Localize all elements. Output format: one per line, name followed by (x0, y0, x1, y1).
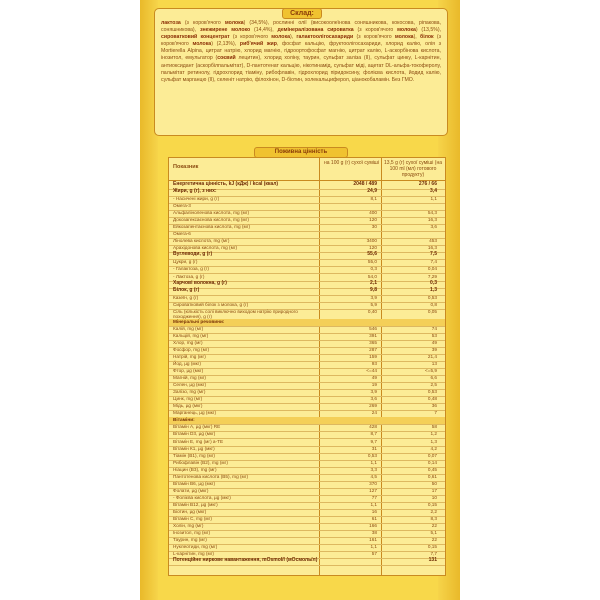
row-label: Арахідонова кислота, mg (мг) (173, 245, 238, 251)
row-label: Йод, µg (мкг) (173, 360, 201, 366)
row-value-per-100g: 30 (371, 224, 377, 230)
row-value-per-100g: 9,8 (370, 286, 377, 293)
row-value-per-100g: 1,1 (370, 459, 377, 465)
row-value-per-100g: 9,7 (370, 438, 377, 444)
row-value-per-serving: 0,3 (430, 279, 437, 286)
row-value-per-serving: 3,4 (430, 188, 437, 194)
composition-allergen: сироватковий концентрат (161, 34, 230, 41)
row-value-per-100g: 5,9 (370, 301, 377, 307)
row-label: Біотин, µg (мкг) (173, 509, 207, 514)
row-value-per-100g: 19 (371, 382, 377, 388)
row-label: Калій, mg (мг) (173, 325, 204, 331)
row-label: Альфаліноленова кислота, mg (мг) (173, 210, 250, 216)
row-label: Вітамін В12, µg (мкг) (173, 501, 218, 507)
composition-fragment: ) (13,5%), (415, 27, 442, 34)
row-value-per-100g: 2048 / 489 (353, 181, 377, 187)
row-value-per-serving: 10 (431, 494, 437, 500)
row-value-per-serving: 7,4 (430, 259, 437, 265)
row-value-per-serving: 2,2 (430, 509, 437, 514)
row-value-per-100g: 120 (369, 245, 377, 251)
row-value-per-100g: 3400 (366, 238, 377, 244)
row-label: Омега-6 (173, 231, 191, 237)
row-value-per-100g: 8,1 (370, 196, 377, 201)
row-label: Лінолева кислота, mg (мг) (173, 238, 230, 244)
row-value-per-100g: 0,3 (370, 266, 377, 272)
composition-fragment: (14,4%), (250, 27, 278, 34)
table-row (169, 558, 445, 566)
row-label: Фолати, µg (мкг) (173, 487, 209, 493)
composition-allergen: соєвий (217, 55, 236, 62)
composition-allergen: молока (397, 27, 416, 34)
row-value-per-serving: 22 (431, 537, 437, 543)
row-value-per-100g: <=44 (366, 368, 377, 373)
row-value-per-serving: 7,29 (427, 273, 437, 279)
row-label: Кальцій, mg (мг) (173, 332, 209, 338)
row-value-per-serving: 0,45 (427, 466, 437, 472)
row-value-per-serving: 49 (431, 339, 437, 345)
row-label: L-карнітин, mg (мг) (173, 551, 214, 557)
row-value-per-serving: 1,3 (430, 438, 437, 444)
row-value-per-100g: 161 (369, 537, 377, 543)
row-value-per-serving: 5,1 (430, 530, 437, 536)
row-value-per-serving: 131 (428, 557, 437, 564)
row-value-per-100g: 49 (371, 375, 377, 381)
composition-title: Склад: (282, 8, 322, 19)
row-value-per-serving: 0,15 (427, 544, 437, 550)
row-label: Вітамін А, µg (мкг) RE (173, 424, 221, 430)
row-value-per-serving: 2,5 (430, 382, 437, 388)
row-value-per-100g: 3,9 (370, 389, 377, 395)
row-value-per-100g: 365 (369, 339, 377, 345)
composition-allergen: білок (419, 34, 434, 41)
row-label: - Фолієва кислота, µg (мкг) (173, 494, 231, 500)
row-value-per-100g: 77 (371, 494, 377, 500)
row-value-per-serving: 0,07 (427, 452, 437, 458)
row-value-per-serving: 16,3 (427, 217, 437, 223)
row-value-per-100g: 428 (369, 424, 377, 430)
row-value-per-serving: 8,3 (430, 516, 437, 522)
row-value-per-serving: 0,53 (427, 294, 437, 300)
composition-fragment: (з коров'ячого (229, 34, 272, 41)
row-label: Ейкозапентаєнова кислота, mg (мг) (173, 224, 251, 230)
row-value-per-serving: 74 (431, 325, 437, 331)
row-value-per-serving: 7,7 (430, 551, 437, 557)
row-label: Мідь, µg (мкг) (173, 403, 203, 409)
row-label: Сіль (кількість солі виключно виходом натрію природного походження), g (г) (173, 308, 298, 319)
composition-fragment: ) (34,5%), рослинні олії (високоолеїнова соняшникова, кокосова, ріпакова, соняшникова), (161, 20, 441, 34)
row-value-per-serving: 13 (431, 360, 437, 366)
row-label: Цукри, g (г) (173, 259, 198, 265)
row-label: Білок, g (г) (173, 286, 200, 293)
composition-fragment: ), (413, 34, 420, 41)
row-value-per-serving: 50 (431, 480, 437, 486)
row-value-per-serving: <=5,9 (425, 368, 437, 373)
row-label: Жири, g (г), з них: (173, 188, 217, 194)
composition-allergen: молока (224, 20, 244, 26)
composition-fragment: (з коров'ячого (161, 34, 441, 48)
composition-text (161, 20, 441, 84)
row-label: Марганець, µg (мкг) (173, 410, 217, 416)
row-value-per-serving: 21,4 (427, 353, 437, 359)
row-label: Мінеральні речовини: (173, 318, 225, 324)
row-label: Вітамін D3, µg (мкг) (173, 431, 216, 437)
row-label: - Галактоза, g (г) (173, 266, 209, 272)
row-label: Нуклеотиди, mg (мг) (173, 544, 218, 550)
row-value-per-serving: 36 (431, 403, 437, 409)
row-value-per-serving: 1,1 (430, 196, 437, 201)
composition-allergen: молока (394, 34, 414, 41)
composition-allergen: риб'ячий жир (239, 41, 277, 48)
row-value-per-100g: 546 (369, 325, 377, 331)
row-value-per-100g: 38 (371, 530, 377, 536)
row-value-per-100g: 127 (369, 487, 377, 493)
row-value-per-100g: 54,0 (367, 273, 377, 279)
row-label: Потенційне ниркове навантаження, mOsmol/l (мОсмоль/л) (173, 557, 318, 564)
row-value-per-100g: 4,5 (370, 473, 377, 479)
row-value-per-serving: 22 (431, 523, 437, 529)
row-value-per-serving: 58 (431, 424, 437, 430)
row-label: Таурин, mg (мг) (173, 537, 207, 543)
composition-allergen: лактоза (161, 20, 181, 26)
composition-allergen: галактоолігосахариди (296, 34, 354, 41)
row-value-per-100g: 93 (371, 360, 377, 366)
composition-fragment: (з коров'ячого (180, 20, 225, 26)
header-per-serving: 13,5 g (г) сухої суміші (на 100 ml (мл) готового продукту) (383, 160, 443, 178)
row-label: Вітамін К1, µg (мкг) (173, 445, 215, 451)
row-value-per-100g: 391 (369, 332, 377, 338)
row-label: Вітамін В6, µg (мкг) (173, 480, 216, 486)
row-value-per-100g: 16 (371, 509, 377, 514)
row-value-per-serving: 4,2 (430, 445, 437, 451)
row-value-per-serving: 6,6 (430, 375, 437, 381)
composition-allergen: молока (271, 34, 290, 41)
row-label: Докозагексаєнова кислота, mg (мг) (173, 217, 249, 223)
row-value-per-100g: 57 (371, 551, 377, 557)
row-value-per-serving: 0,8 (430, 301, 437, 307)
row-value-per-serving: 17 (431, 487, 437, 493)
row-value-per-serving: 0,61 (427, 473, 437, 479)
row-label: - Насичені жири, g (г) (173, 196, 220, 201)
row-value-per-100g: 400 (369, 210, 377, 216)
row-label: Енергетична цінність, kJ (кДж) / kcal (ккал) (173, 181, 279, 187)
row-label: Казеїн, g (г) (173, 294, 199, 300)
composition-fragment: ) (2,13%), (211, 41, 240, 48)
row-label: Пантотенова кислота (В5), mg (мг) (173, 473, 249, 479)
row-label: Фосфор, mg (мг) (173, 346, 210, 352)
row-value-per-serving: 16,3 (427, 245, 437, 251)
composition-fragment: , фосфат кальцію, фруктоолігосахариди, хлорид калію, олія з Mortierella Alpina, цитрат натрію, хлорид магнію, гідроортофосфат магнію, цитрат калію, L-аскорбінова кислота, інозитол, емульгатор ( (161, 41, 441, 62)
row-value-per-serving: 7 (434, 410, 437, 416)
row-value-per-100g: 2,1 (370, 279, 377, 286)
row-value-per-100g: 1,1 (370, 544, 377, 550)
composition-allergen: молока (192, 41, 212, 48)
composition-fragment: ), (289, 34, 297, 41)
row-value-per-serving: 39 (431, 346, 437, 352)
row-label: Харчові волокна, g (г) (173, 279, 227, 286)
row-value-per-100g: 3,9 (370, 294, 377, 300)
row-value-per-serving: 1,3 (430, 286, 437, 293)
row-value-per-serving: 0,48 (427, 396, 437, 402)
row-label: Натрій, mg (мг) (173, 353, 206, 359)
row-value-per-100g: 61 (371, 516, 377, 522)
row-value-per-serving: 3,6 (430, 224, 437, 230)
composition-allergen: знежирене молоко (199, 27, 251, 34)
row-value-per-serving: 453 (429, 238, 437, 244)
row-value-per-serving: 0,14 (427, 459, 437, 465)
row-value-per-100g: 120 (369, 217, 377, 223)
nutrition-title: Поживна цінність (254, 147, 348, 158)
row-value-per-100g: 3,6 (370, 396, 377, 402)
row-value-per-100g: 370 (369, 480, 377, 486)
composition-fragment: лецитин), хлорид холіну, таурин, сульфат заліза (II), сульфат цинку, L-карнітин, антиоксидант (аскорбілпальмітат), D-пантотенат кальцію, нікотинамід, сульфат міді, ацетат DL-альфа-токоферолу, пальмітат ретинолу, гідрохлорид тіаміну, рибофлавін, гідрохлорид піридоксину, фолієва кислота, йодид калію, сульфат марганцю (II), селеніт натрію, філохінон, D-біотин, холекальциферол, ціанокобаламін. Без ГМО. (161, 55, 441, 83)
nutrition-table-header (169, 158, 445, 181)
composition-fragment: (з коров'ячого (353, 27, 398, 34)
row-value-per-serving: 53 (431, 332, 437, 338)
row-value-per-serving: 54,3 (427, 210, 437, 216)
row-label: Інозитол, mg (мг) (173, 530, 211, 536)
row-label: Залізо, mg (мг) (173, 389, 206, 395)
row-value-per-100g: 55,6 (367, 251, 377, 258)
row-label: Вітамін С, mg (мг) (173, 516, 212, 522)
row-value-per-serving: 0,53 (427, 389, 437, 395)
row-label: - Лактоза, g (г) (173, 273, 205, 279)
row-value-per-100g: 24 (371, 410, 377, 416)
row-value-per-serving: 1,2 (430, 431, 437, 437)
header-indicator: Показник (173, 164, 199, 170)
row-value-per-serving: 7,5 (430, 251, 437, 258)
row-label: Холін, mg (мг) (173, 523, 204, 529)
row-label: Ніацин (В3), mg (мг) (173, 466, 217, 472)
row-value-per-100g: 24,9 (367, 188, 377, 194)
row-value-per-serving: 0,05 (427, 308, 437, 314)
row-label: Омега-3 (173, 203, 191, 209)
row-value-per-100g: 31 (371, 445, 377, 451)
row-value-per-100g: 287 (369, 346, 377, 352)
row-value-per-100g: 269 (369, 403, 377, 409)
row-value-per-100g: 0,40 (367, 308, 377, 314)
composition-allergen: демінералізована сироватка (277, 27, 354, 34)
row-label: Сироватковий білок з молока, g (г) (173, 301, 249, 307)
row-label: Магній, mg (мг) (173, 375, 206, 381)
row-label: Фтор, µg (мкг) (173, 368, 204, 373)
row-value-per-100g: 1,1 (370, 501, 377, 507)
row-value-per-100g: 3,3 (370, 466, 377, 472)
row-value-per-serving: 0,15 (427, 501, 437, 507)
row-label: Тіамін (В1), mg (мг) (173, 452, 215, 458)
row-label: Хлор, mg (мг) (173, 339, 203, 345)
header-per-100g: на 100 g (г) сухої суміші (324, 160, 379, 166)
row-value-per-serving: 0,04 (427, 266, 437, 272)
row-label: Вітамін Е, mg (мг) а-TE (173, 438, 224, 444)
row-label: Селен, µg (мкг) (173, 382, 207, 388)
row-value-per-serving: 276 / 66 (418, 181, 437, 187)
row-label: Цинк, mg (мг) (173, 396, 203, 402)
row-label: Рибофлавін (В2), mg (мг) (173, 459, 228, 465)
composition-fragment: (з коров'ячого (353, 34, 395, 41)
composition-box (154, 8, 448, 136)
row-value-per-100g: 0,53 (367, 452, 377, 458)
row-value-per-100g: 55,0 (367, 259, 377, 265)
row-value-per-100g: 159 (369, 353, 377, 359)
nutrition-table (168, 157, 446, 576)
row-value-per-100g: 8,7 (370, 431, 377, 437)
row-label: Вітаміни: (173, 417, 195, 423)
row-value-per-100g: 166 (369, 523, 377, 529)
row-label: Вуглеводи, g (г) (173, 251, 213, 258)
